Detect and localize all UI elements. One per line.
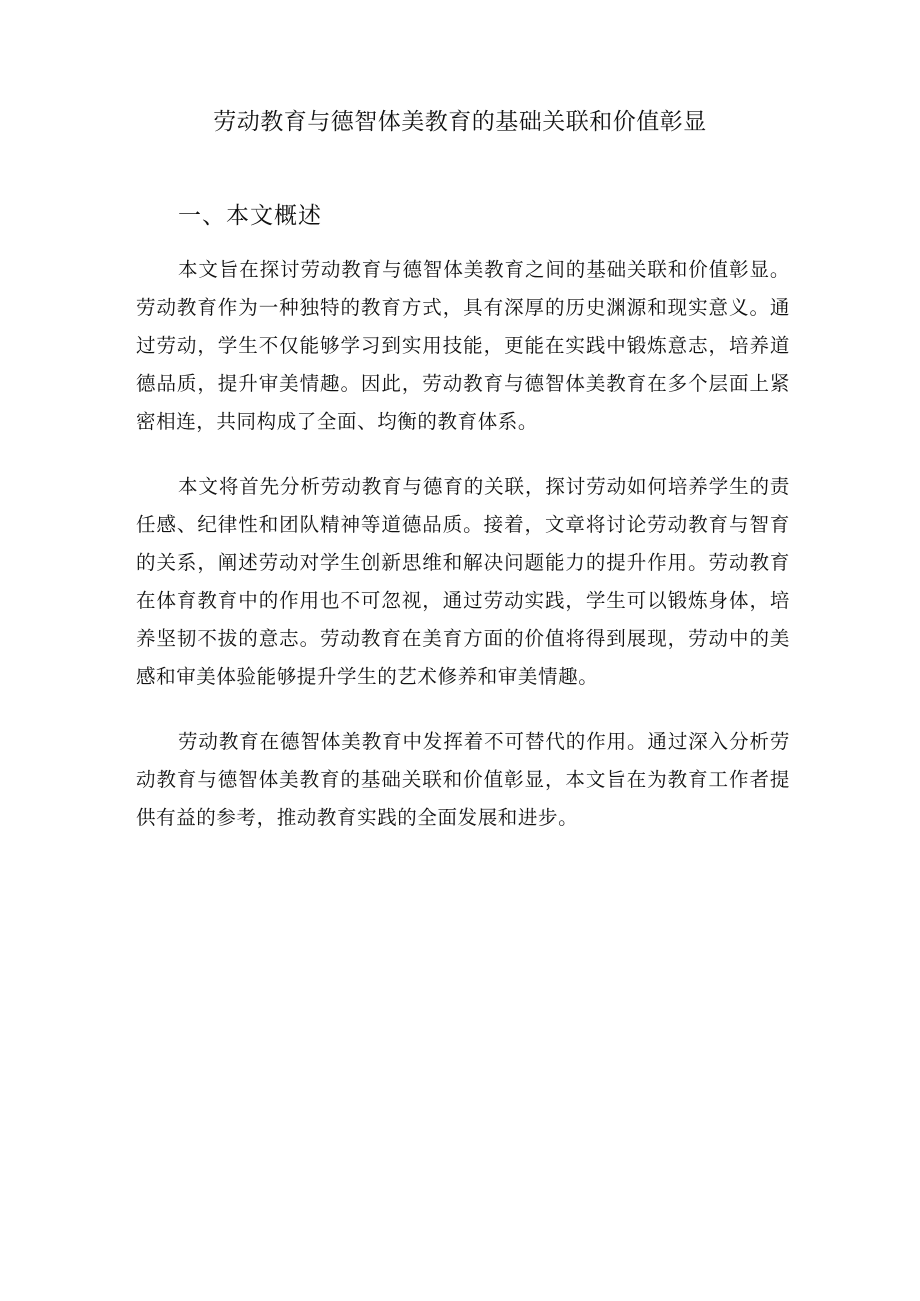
document-title: 劳动教育与德智体美教育的基础关联和价值彰显: [213, 109, 707, 135]
section-body: [136, 251, 790, 864]
paragraph-3: 劳动教育在德智体美教育中发挥着不可替代的作用。通过深入分析劳动教育与德智体美教育的基础关联和价值彰显，本文旨在为教育工作者提供有益的参考，推动教育实践的全面发展和进步。: [136, 730, 790, 829]
section-heading: 一、本文概述: [178, 203, 322, 229]
paragraph-2: 本文将首先分析劳动教育与德育的关联，探讨劳动如何培养学生的责任感、纪律性和团队精神等道德品质。接着，文章将讨论劳动教育与智育的关系，阐述劳动对学生创新思维和解决问题能力的提升作用。劳动教育在体育教育中的作用也不可忽视，通过劳动实践，学生可以锻炼身体，培养坚韧不拔的意志。劳动教育在美育方面的价值将得到展现，劳动中的美感和审美体验能够提升学生的艺术修养和审美情趣。: [136, 475, 790, 688]
paragraph-1: 本文旨在探讨劳动教育与德智体美教育之间的基础关联和价值彰显。劳动教育作为一种独特的教育方式，具有深厚的历史渊源和现实意义。通过劳动，学生不仅能够学习到实用技能，更能在实践中锻炼意志，培养道德品质，提升审美情趣。因此，劳动教育与德智体美教育在多个层面上紧密相连，共同构成了全面、均衡的教育体系。: [136, 258, 790, 433]
